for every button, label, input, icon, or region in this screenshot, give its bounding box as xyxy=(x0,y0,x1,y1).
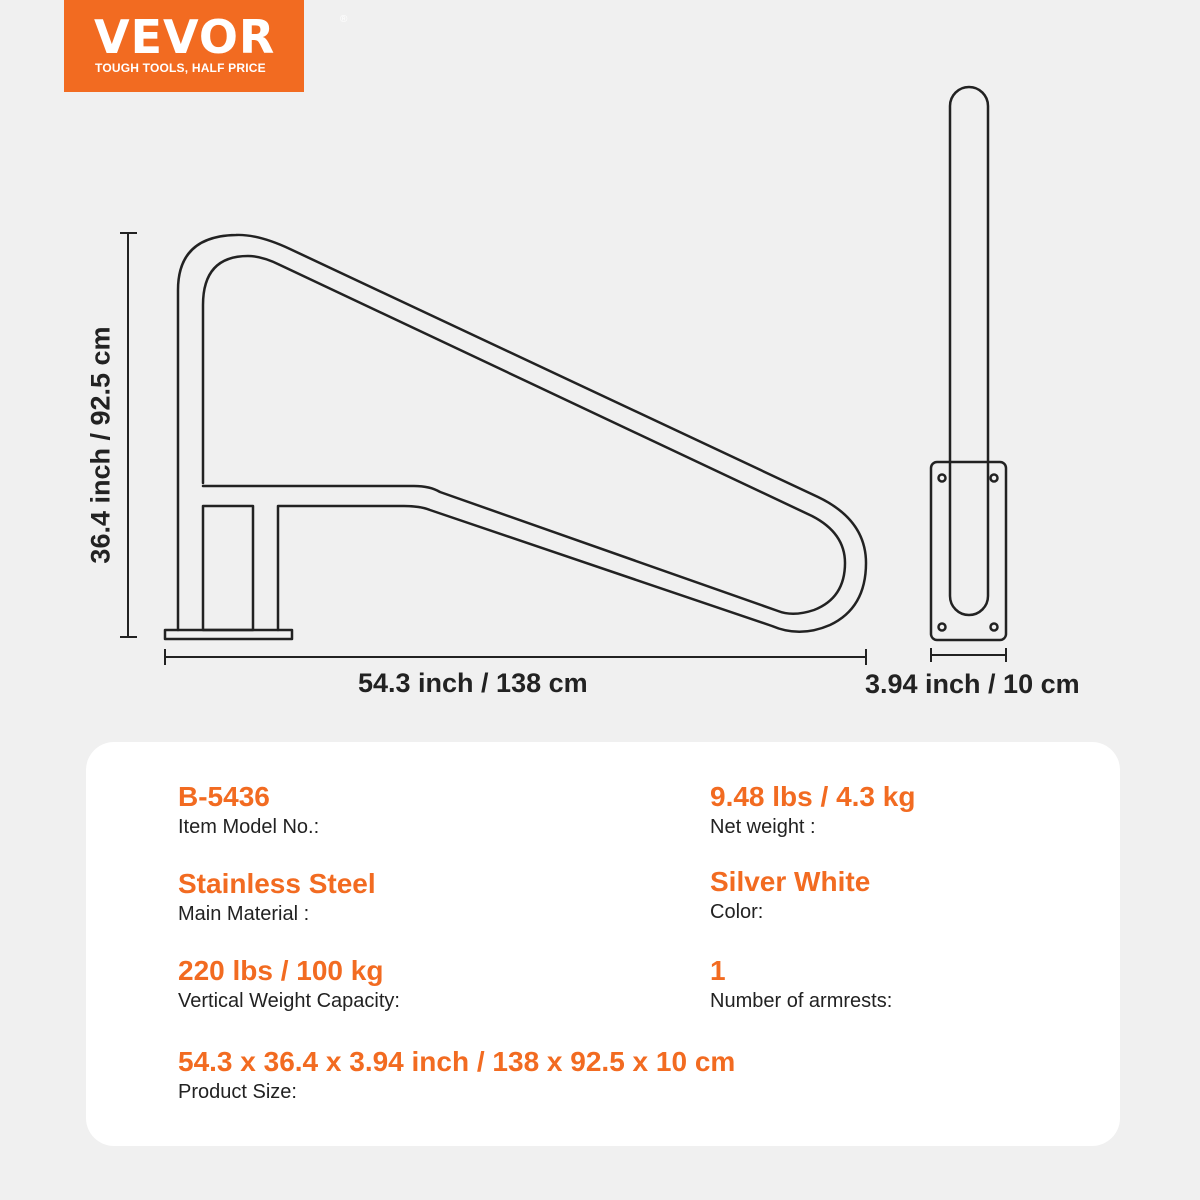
spec-material xyxy=(178,868,376,926)
spec-model xyxy=(178,781,319,839)
spec-value: Stainless Steel xyxy=(178,868,376,899)
brand-tagline: TOUGH TOOLS, HALF PRICE xyxy=(95,61,266,75)
spec-label: Net weight : xyxy=(710,816,816,838)
spec-armrests xyxy=(710,955,892,1013)
handrail-inner-outline xyxy=(203,256,845,614)
handrail-outer-outline xyxy=(178,235,866,632)
spec-product-size xyxy=(178,1046,735,1104)
spec-value: 220 lbs / 100 kg xyxy=(178,955,384,986)
spec-label: Main Material : xyxy=(178,903,310,925)
bolt-hole-icon xyxy=(991,475,998,482)
spec-value: Silver White xyxy=(710,866,871,897)
bolt-hole-icon xyxy=(939,624,946,631)
brand-name: VEVOR xyxy=(94,10,276,64)
height-dimension-label: 36.4 inch / 92.5 cm xyxy=(85,326,116,564)
length-dimension-label: 54.3 inch / 138 cm xyxy=(358,668,588,698)
spec-label: Number of armrests: xyxy=(710,990,893,1012)
width-dimension-label: 3.94 inch / 10 cm xyxy=(865,669,1080,699)
spec-net-weight xyxy=(710,781,915,839)
spec-value: 1 xyxy=(710,955,726,986)
bolt-hole-icon xyxy=(991,624,998,631)
front-post xyxy=(950,87,988,615)
base-flange xyxy=(165,630,292,639)
spec-color xyxy=(710,866,870,924)
spec-value: 54.3 x 36.4 x 3.94 inch / 138 x 92.5 x 10 cm xyxy=(178,1046,736,1077)
front-mounting-plate xyxy=(931,462,1006,640)
spec-value: B-5436 xyxy=(178,781,270,812)
spec-label: Product Size: xyxy=(178,1081,297,1103)
spec-label: Vertical Weight Capacity: xyxy=(178,990,400,1012)
bolt-hole-icon xyxy=(939,475,946,482)
spec-label: Color: xyxy=(710,901,764,923)
spec-label: Item Model No.: xyxy=(178,816,320,838)
anchor-sleeve xyxy=(203,506,253,630)
spec-value: 9.48 lbs / 4.3 kg xyxy=(710,781,916,812)
spec-weight-capacity xyxy=(178,955,400,1013)
registered-mark: ® xyxy=(340,14,348,25)
